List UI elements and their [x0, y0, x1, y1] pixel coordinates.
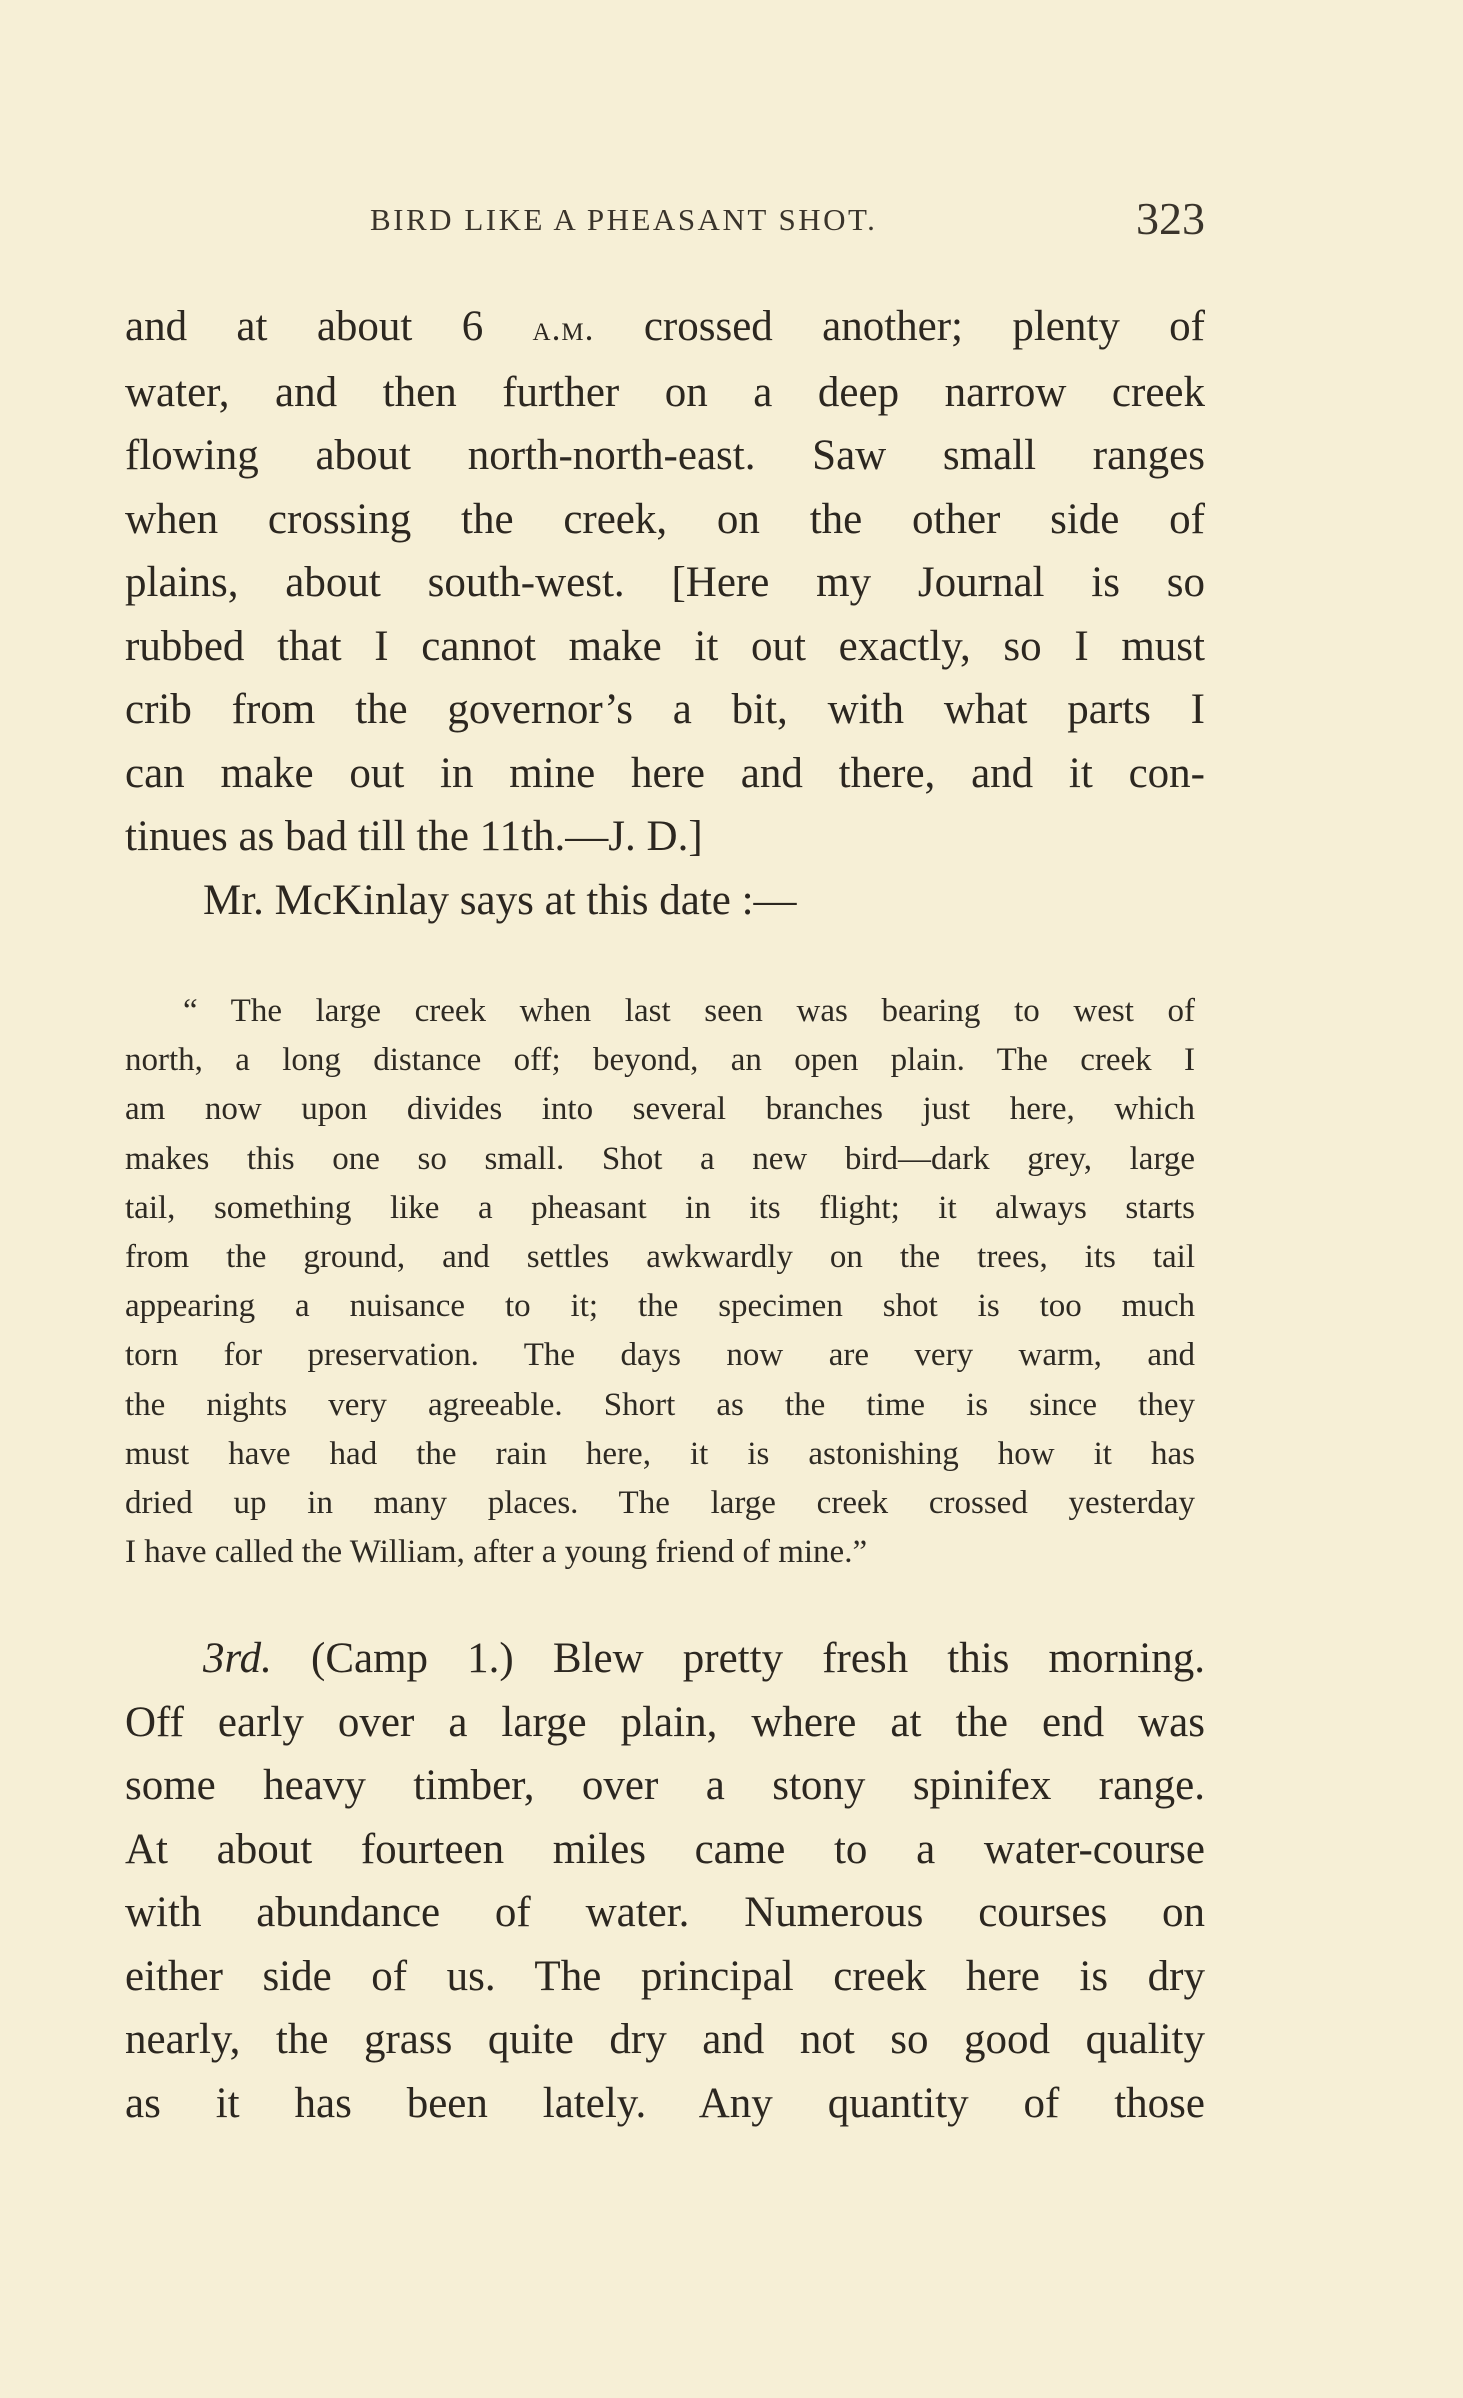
- quote-line: I have called the William, after a young friend of mine.”: [125, 1534, 868, 1571]
- date-label: 3rd.: [203, 1635, 272, 1682]
- text-line: Off early over a large plain, where at the end was: [125, 1698, 1205, 1746]
- text-line: rubbed that I cannot make it out exactly, so I must: [125, 622, 1205, 670]
- text-line: and at about 6 a.m. crossed another; plenty of: [125, 303, 1205, 350]
- text-line: either side of us. The principal creek here is dry: [125, 1952, 1205, 2000]
- text-line: crib from the governor’s a bit, with what parts I: [125, 686, 1205, 733]
- text-line: flowing about north-north-east. Saw small ranges: [125, 432, 1205, 479]
- text-line: nearly, the grass quite dry and not so good quality: [125, 2016, 1205, 2063]
- text-line: can make out in mine here and there, and it con-: [125, 749, 1205, 797]
- quote-line: “ The large creek when last seen was bearing to west of: [183, 993, 1195, 1029]
- quote-line: dried up in many places. The large creek crossed yesterday: [125, 1485, 1195, 1522]
- running-head: [125, 192, 1205, 252]
- text-line: tinues as bad till the 11th.—J. D.]: [125, 813, 703, 860]
- page-number: 323: [1136, 193, 1205, 244]
- text-line: water, and then further on a deep narrow creek: [125, 368, 1205, 416]
- paragraph-1: [125, 295, 1205, 932]
- text-line: 3rd. (Camp 1.) Blew pretty fresh this morning.: [203, 1635, 1205, 1682]
- quote-line: appearing a nuisance to it; the specimen shot is too much: [125, 1288, 1195, 1325]
- quote-line: torn for preservation. The days now are very warm, and: [125, 1337, 1195, 1374]
- text-line: as it has been lately. Any quantity of those: [125, 2079, 1205, 2127]
- running-title: BIRD LIKE A PHEASANT SHOT.: [370, 202, 878, 237]
- quote-line: am now upon divides into several branches just here, which: [125, 1091, 1195, 1128]
- text-line: plains, about south-west. [Here my Journal is so: [125, 559, 1205, 606]
- text-line: At about fourteen miles came to a water-course: [125, 1825, 1205, 1873]
- quote-line: must have had the rain here, it is astonishing how it has: [125, 1435, 1195, 1472]
- quote-line: from the ground, and settles awkwardly on the trees, its tail: [125, 1239, 1195, 1276]
- paragraph-3: [125, 1627, 1205, 2135]
- text-line: when crossing the creek, on the other side of: [125, 495, 1205, 543]
- text-line: Mr. McKinlay says at this date :—: [203, 876, 797, 924]
- quote-line: north, a long distance off; beyond, an open plain. The creek I: [125, 1042, 1195, 1079]
- text-line: some heavy timber, over a stony spinifex range.: [125, 1762, 1205, 1809]
- quote-line: the nights very agreeable. Short as the time is since they: [125, 1386, 1195, 1423]
- quote-line: makes this one so small. Shot a new bird—dark grey, large: [125, 1140, 1195, 1177]
- text-line: with abundance of water. Numerous courses on: [125, 1889, 1205, 1936]
- block-quote: [125, 987, 1195, 1577]
- quote-line: tail, something like a pheasant in its flight; it always starts: [125, 1189, 1195, 1226]
